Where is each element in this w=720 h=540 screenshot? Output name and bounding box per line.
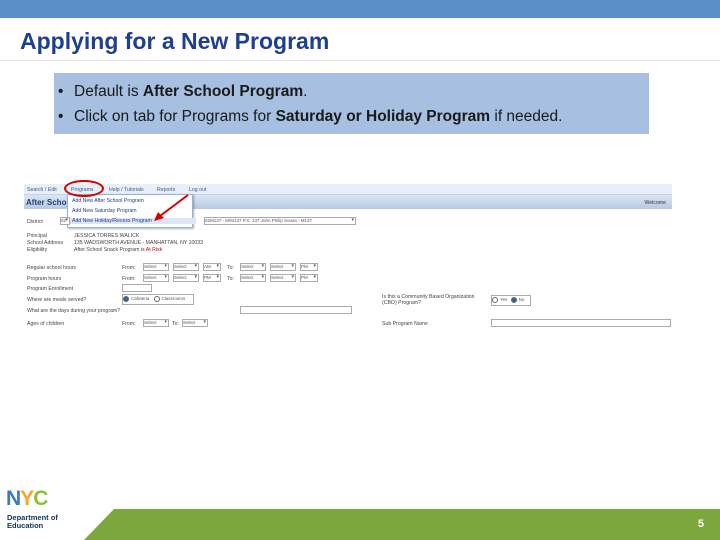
program-hours-from-label: From:: [122, 276, 136, 282]
program-hours-label: Program hours: [27, 276, 62, 282]
days-input[interactable]: [240, 306, 352, 314]
nyc-logo-mark: NYC: [6, 487, 48, 510]
ages-label: Ages of children: [27, 321, 65, 327]
nav-help-tutorials[interactable]: Help / Tutorials: [109, 187, 144, 193]
nav-log-out[interactable]: Log out: [189, 187, 207, 193]
days-label: What are the days during your program?: [27, 308, 121, 314]
eligibility-label: Eligibility: [27, 247, 48, 253]
bottom-accent-bar: [84, 509, 720, 540]
cbo-no-radio[interactable]: [511, 297, 517, 303]
school-hours-label: Regular school hours: [27, 265, 77, 271]
cbo-question-line1: Is this a Community Based Organization: [382, 294, 475, 300]
school-hours-from-label: From:: [122, 265, 136, 271]
slide-title: Applying for a New Program: [20, 28, 330, 54]
cbo-question-line2: (CBO) Program?: [382, 300, 421, 306]
school-hours-to-ampm[interactable]: PM ▾: [300, 263, 318, 271]
ages-to-label: To:: [172, 321, 179, 327]
sub-program-input[interactable]: [491, 319, 671, 327]
top-accent-bar: [0, 0, 720, 18]
title-divider: [0, 60, 720, 61]
ages-from-label: From:: [122, 321, 136, 327]
eligibility-value: After School Snack Program is At Risk: [74, 247, 163, 253]
menu-item-saturday[interactable]: Add New Saturday Program: [72, 208, 137, 214]
welcome-text: Welcome: [644, 200, 666, 206]
program-hours-from-ampm[interactable]: PM ▾: [203, 274, 221, 282]
address-label: School Address: [27, 240, 64, 246]
enrollment-input[interactable]: [122, 284, 152, 292]
program-hours-from-minute[interactable]: Select ▾: [173, 274, 199, 282]
bullet-default-program: • Default is After School Program.: [58, 83, 308, 100]
menu-item-after-school[interactable]: Add New After School Program: [72, 198, 144, 204]
instruction-box: [54, 73, 649, 134]
school-select[interactable]: 02M137 - M/M137 P.S. 137 John Philip Sousa - M137 ▾: [204, 217, 356, 225]
meals-classrooms-radio[interactable]: [154, 296, 160, 302]
program-hours-to-hour[interactable]: Select ▾: [240, 274, 266, 282]
enrollment-label: Program Enrollment: [27, 286, 74, 292]
cbo-radio-group: Yes No: [491, 295, 531, 306]
nyc-doe-logo: [6, 487, 80, 535]
school-hours-from-hour[interactable]: Select ▾: [143, 263, 169, 271]
district-label: District: [27, 219, 43, 225]
program-hours-to-label: To:: [227, 276, 234, 282]
district-select[interactable]: 02 ▾: [60, 217, 70, 225]
arrow-annotation-icon: [148, 192, 192, 226]
program-hours-to-minute[interactable]: Select ▾: [270, 274, 296, 282]
program-hours-from-hour[interactable]: Select ▾: [143, 274, 169, 282]
nav-reports[interactable]: Reports: [157, 187, 176, 193]
school-hours-to-minute[interactable]: Select ▾: [270, 263, 296, 271]
school-hours-to-label: To:: [227, 265, 234, 271]
meals-radio-group: Cafeteria Classrooms: [122, 294, 194, 305]
meals-cafeteria-radio[interactable]: [123, 296, 129, 302]
menu-item-holiday-recess[interactable]: Add New Holiday/Recess Program: [68, 218, 196, 224]
principal-value: JESSICA TORRES WALICK: [74, 233, 140, 239]
bullet-click-tab: • Click on tab for Programs for Saturday or Holiday Program if needed.: [58, 108, 563, 125]
sub-program-label: Sub Program Name: [382, 321, 428, 327]
cbo-yes-radio[interactable]: [492, 297, 498, 303]
nav-search-edit[interactable]: Search / Edit: [27, 187, 57, 193]
school-hours-to-hour[interactable]: Select ▾: [240, 263, 266, 271]
principal-label: Principal: [27, 233, 47, 239]
address-value: 135 WADSWORTH AVENUE - MANHATTAN, NY 10033: [74, 240, 204, 246]
school-hours-from-ampm[interactable]: AM ▾: [203, 263, 221, 271]
ages-from-select[interactable]: Select ▾: [143, 319, 169, 327]
department-name: Department of Education: [7, 513, 58, 530]
page-number: 5: [697, 518, 704, 530]
meals-label: Where are meals served?: [27, 297, 87, 303]
app-page-heading: After Scho: [26, 198, 67, 207]
ages-to-select[interactable]: Select ▾: [182, 319, 208, 327]
programs-tab-highlight-circle: [64, 180, 104, 197]
nav-programs[interactable]: Programs: [71, 187, 94, 193]
application-screenshot: [24, 183, 672, 333]
school-hours-from-minute[interactable]: Select ▾: [173, 263, 199, 271]
program-hours-to-ampm[interactable]: PM ▾: [300, 274, 318, 282]
